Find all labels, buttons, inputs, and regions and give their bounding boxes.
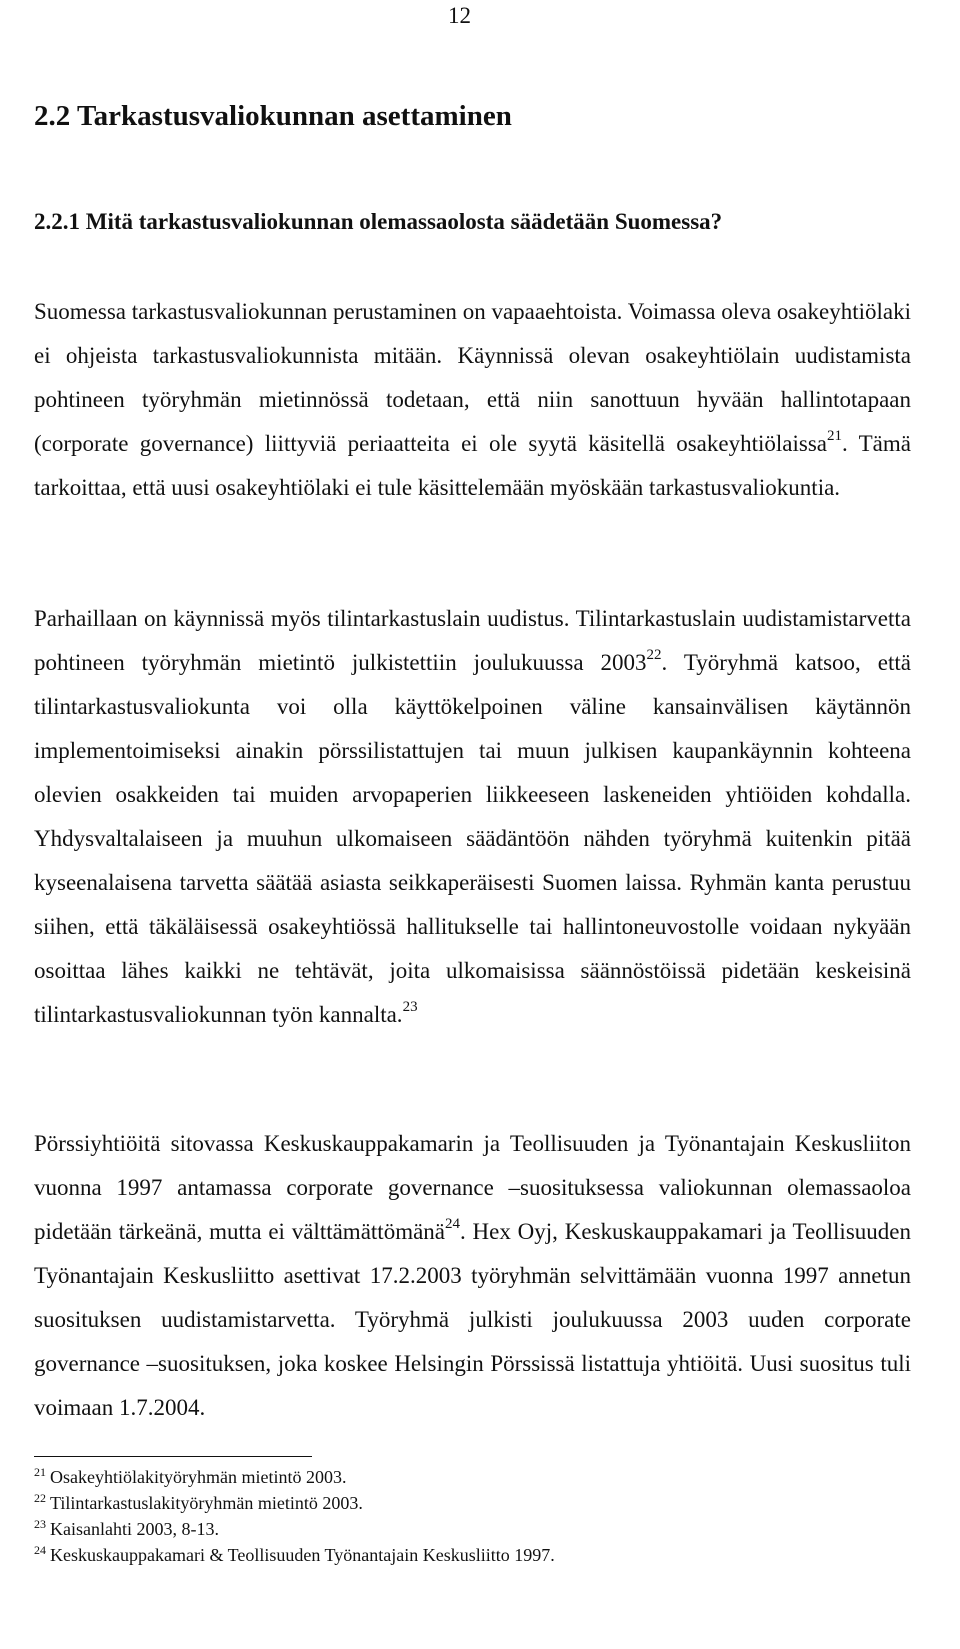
footnote-separator — [34, 1456, 312, 1457]
paragraph-1-text-a: Suomessa tarkastusvaliokunnan perustaminen on vapaaehtoista. Voimassa oleva osakeyhtiölaki ei ohjeista tarkastusvaliokunnista mitään. Käynnissä olevan osakeyhtiölain uudistamista pohtineen työryhmän mietinnössä todetaan, että niin sanottuun hyvään hallintotapaan (corporate governance) liittyviä periaatteita ei ole syytä käsitellä osakeyhtiölaissa — [34, 299, 911, 456]
section-heading: 2.2 Tarkastusvaliokunnan asettaminen — [34, 100, 512, 132]
footnote-item — [34, 1542, 555, 1568]
page-number: 12 — [448, 3, 471, 28]
footnote-item — [34, 1490, 555, 1516]
paragraph-2 — [34, 597, 911, 1037]
footnote-text: Keskuskauppakamari & Teollisuuden Työnantajain Keskusliitto 1997. — [50, 1545, 555, 1565]
subsection-heading: 2.2.1 Mitä tarkastusvaliokunnan olemassaolosta säädetään Suomessa? — [34, 209, 723, 234]
footnote-text: Osakeyhtiölakityöryhmän mietintö 2003. — [50, 1467, 347, 1487]
paragraph-1 — [34, 290, 911, 510]
paragraph-3-text-a: Pörssiyhtiöitä sitovassa Keskuskauppakamarin ja Teollisuuden ja Työnantajain Keskusliiton vuonna 1997 antamassa corporate governance –suosituksessa valiokunnan olemassaoloa pidetään tärkeänä, mutta ei välttämättömänä — [34, 1131, 911, 1244]
footnote-ref-22[interactable]: 22 — [646, 647, 662, 664]
paragraph-1-text-b: . Tämä tarkoittaa, että uusi osakeyhtiölaki ei tule käsittelemään myöskään tarkastusvaliokuntia. — [34, 431, 911, 500]
footnote-ref-24[interactable]: 24 — [445, 1216, 460, 1233]
footnote-item — [34, 1516, 555, 1542]
footnote-number: 24 — [34, 1543, 46, 1557]
paragraph-3-text-b: . Hex Oyj, Keskuskauppakamari ja Teollisuuden Työnantajain Keskusliitto asettivat 17.2.2003 työryhmän selvittämään vuonna 1997 annetun suosituksen uudistamistarvetta. Työryhmä julkisti joulukuussa 2003 uuden corporate governance –suosituksen, joka koskee Helsingin Pörssissä listattuja yhtiöitä. Uusi suositus tuli voimaan 1.7.2004. — [34, 1219, 911, 1420]
footnote-text: Kaisanlahti 2003, 8-13. — [50, 1519, 219, 1539]
footnotes-list — [34, 1464, 555, 1568]
footnote-number: 22 — [34, 1491, 46, 1505]
footnote-number: 21 — [34, 1465, 46, 1479]
paragraph-2-text-b: . Työryhmä katsoo, että tilintarkastusvaliokunta voi olla käyttökelpoinen väline kansainvälisen käytännön implementoimiseksi ainakin pörssilistattujen tai muun julkisen kaupankäynnin kohteena olevien osakkeiden tai muiden arvopaperien liikkeeseen laskeneiden yhtiöiden kohdalla. Yhdysvaltalaiseen ja muuhun ulkomaiseen säädäntöön nähden työryhmä kuitenkin pitää kyseenalaisena tarvetta säätää asiasta seikkaperäisesti Suomen laissa. Ryhmän kanta perustuu siihen, että täkäläisessä osakeyhtiössä hallitukselle tai hallintoneuvostolle voidaan nykyään osoittaa lähes kaikki ne tehtävät, joita ulkomaisissa säännöstöissä pidetään keskeisinä tilintarkastusvaliokunnan työn kannalta. — [34, 650, 911, 1027]
paragraph-2-text-a: Parhaillaan on käynnissä myös tilintarkastuslain uudistus. Tilintarkastuslain uudistamistarvetta pohtineen työryhmän mietintö julkistettiin joulukuussa 2003 — [34, 606, 911, 675]
footnote-ref-21[interactable]: 21 — [826, 428, 842, 445]
paragraph-3 — [34, 1122, 911, 1430]
footnote-text: Tilintarkastuslakityöryhmän mietintö 2003. — [50, 1493, 363, 1513]
footnote-number: 23 — [34, 1517, 46, 1531]
footnote-ref-23[interactable]: 23 — [402, 999, 418, 1016]
footnote-item — [34, 1464, 555, 1490]
